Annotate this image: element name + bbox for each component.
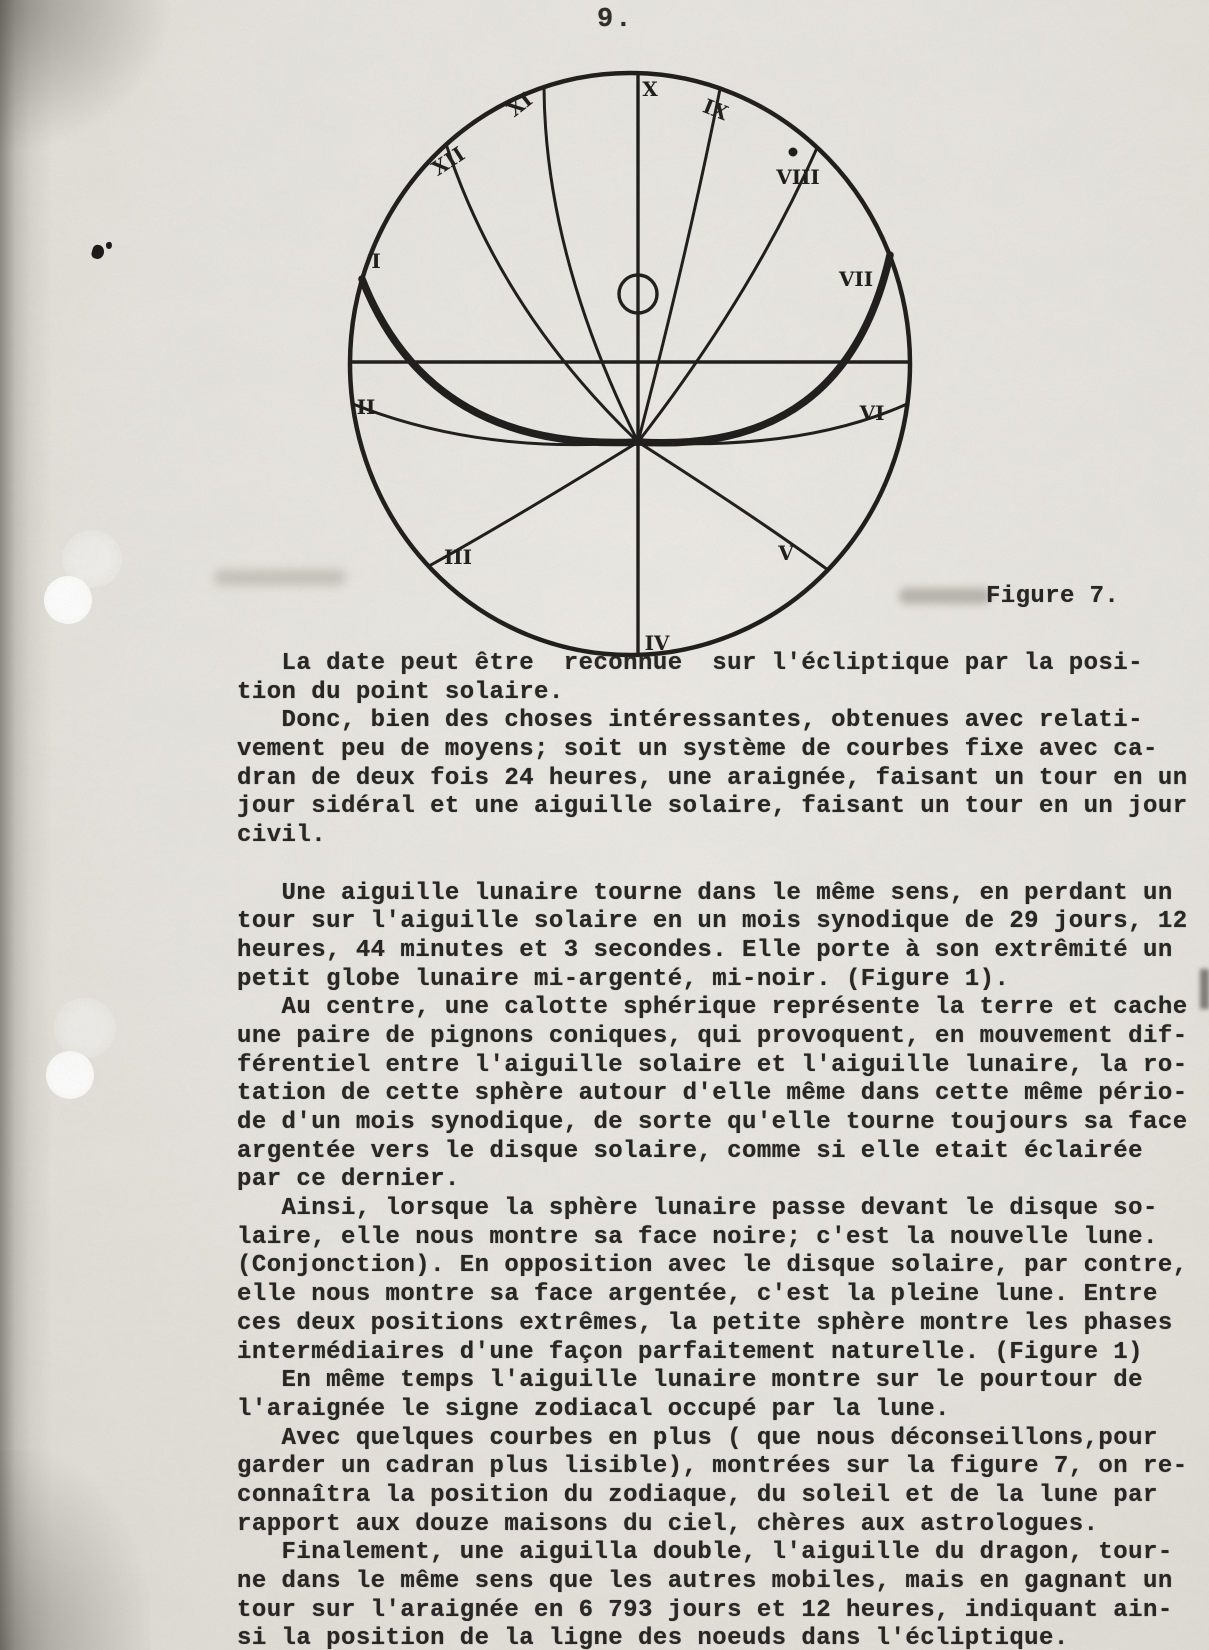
text-line: férentiel entre l'aiguille solaire et l'aiguille lunaire, la ro- [237,1051,1188,1079]
house-label-vi: VI [859,401,885,425]
house-label-v: V [778,541,794,565]
text-line: Finalement, une aiguilla double, l'aiguille du dragon, tour- [237,1539,1173,1567]
text-line: jour sidéral et une aiguille solaire, faisant un tour en un jour [237,793,1188,821]
house-line-xii [446,144,638,442]
page-number: 9. [597,5,634,35]
text-line: La date peut être reconnue sur l'écliptique par la posi- [237,650,1143,677]
text-line: Une aiguille lunaire tourne dans le même sens, en perdant un [237,879,1173,907]
body-text [237,650,1209,1650]
text-line: laire, elle nous montre sa face noire; c'est la nouvelle lune. [237,1223,1158,1251]
text-line: ces deux positions extrêmes, la petite sphère montre les phases [237,1309,1173,1337]
house-label-iv: IV [644,631,670,655]
text-line: par ce dernier. [237,1166,460,1194]
house-line-xi [544,87,638,442]
text-line: vement peu de moyens; soit un système de courbes fixe avec ca- [237,736,1158,764]
house-label-iii: III [443,545,473,569]
text-line: En même temps l'aiguille lunaire montre sur le pourtour de [237,1367,1143,1395]
text-line: civil. [237,822,327,850]
sun-dot-icon [789,148,798,157]
house-line-viii [638,148,817,442]
house-label-viii: VIII [776,165,820,189]
text-line: heures, 44 minutes et 3 secondes. Elle porte à son extrêmité un [237,936,1173,964]
text-line: (Conjonction). En opposition avec le disque solaire, par contre, [237,1252,1188,1280]
text-line: Ainsi, lorsque la sphère lunaire passe devant le disque so- [237,1195,1158,1223]
text-line: l'araignée le signe zodiacal occupé par la lune. [237,1395,950,1423]
text-line: tation de cette sphère autour d'elle même dans cette même pério- [237,1080,1188,1108]
text-line: dran de deux fois 24 heures, une araignée, faisant un tour en un [237,764,1188,792]
house-label-ix: IX [699,93,732,126]
text-line: si la position de la ligne des noeuds dans l'écliptique. [237,1625,1069,1650]
house-label-x: X [642,77,658,101]
text-line: ne dans le même sens que les autres mobiles, mais en gagnant un [237,1568,1173,1595]
text-line: garder un cadran plus lisible), montrées sur la figure 7, on re- [237,1453,1188,1481]
text-line: tour sur l'araignée en 6 793 jours et 12 heures, indiquant ain- [237,1596,1173,1624]
text-line: Au centre, une calotte sphérique représente la terre et cache [237,994,1188,1022]
text-line: connaîtra la position du zodiaque, du soleil et de la lune par [237,1481,1158,1509]
figure-caption: Figure 7. [986,583,1120,610]
text-line: intermédiaires d'une façon parfaitement naturelle. (Figure 1) [237,1338,1143,1366]
text-line: rapport aux douze maisons du ciel, chères aux astrologues. [237,1510,1099,1538]
house-label-xi: XI [502,87,537,122]
house-label-i: I [371,249,381,273]
text-line: petit globe lunaire mi-argenté, mi-noir. (Figure 1). [237,965,1010,993]
text-line: argentée vers le disque solaire, comme si elle etait éclairée [237,1137,1143,1165]
text-line: une paire de pignons coniques, qui provoquent, en mouvement dif- [237,1022,1188,1050]
house-line-v [638,442,828,570]
house-label-vii: VII [838,267,874,291]
house-label-xii: XII [427,141,470,181]
text-line: de d'un mois synodique, de sorte qu'elle tourne toujours sa face [237,1109,1188,1136]
text-line: tion du point solaire. [237,678,564,706]
text-line: elle nous montre sa face argentée, c'est la pleine lune. Entre [237,1281,1158,1309]
text-line: tour sur l'aiguille solaire en un mois synodique de 29 jours, 12 [237,908,1188,936]
house-label-ii: II [356,395,376,419]
text-line [237,851,1209,880]
text-line: Avec quelques courbes en plus ( que nous déconseillons,pour [237,1424,1158,1452]
text-line: Donc, bien des choses intéressantes, obtenues avec relati- [237,707,1143,735]
